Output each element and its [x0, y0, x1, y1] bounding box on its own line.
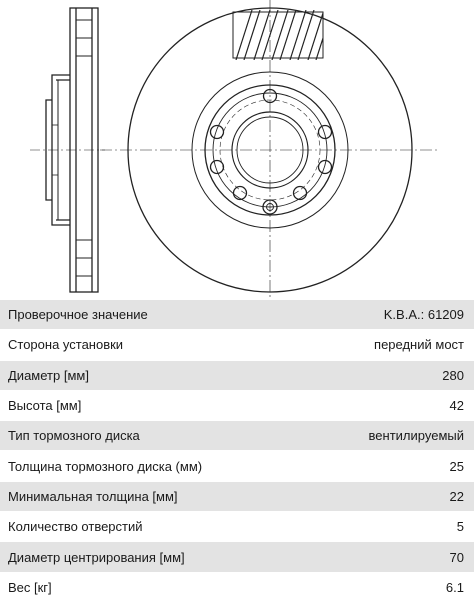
spec-row	[0, 542, 474, 572]
spec-label: Сторона установки	[8, 337, 124, 353]
spec-label: Количество отверстий	[8, 519, 143, 535]
spec-row	[0, 391, 474, 421]
spec-row	[0, 573, 474, 603]
spec-row	[0, 330, 474, 360]
disc-side-view	[30, 8, 105, 292]
spec-row	[0, 421, 474, 451]
spec-value: K.B.A.: 61209	[383, 307, 464, 323]
spec-label: Минимальная толщина [мм]	[8, 488, 178, 504]
spec-row	[0, 451, 474, 481]
spec-value: передний мост	[374, 337, 464, 353]
spec-value: 70	[449, 549, 464, 565]
spec-label: Проверочное значение	[8, 307, 148, 323]
spec-value: 6.1	[445, 579, 464, 595]
specs-table	[0, 300, 474, 603]
brake-disc-drawing	[0, 0, 474, 300]
spec-row	[0, 300, 474, 330]
vent-cutaway	[233, 10, 332, 60]
spec-value: 280	[442, 367, 464, 383]
spec-value: 42	[449, 398, 464, 414]
spec-value: 25	[449, 458, 464, 474]
spec-value: 22	[449, 488, 464, 504]
spec-label: Толщина тормозного диска (мм)	[8, 458, 203, 474]
spec-label: Диаметр [мм]	[8, 367, 89, 383]
bolt-hole	[319, 161, 332, 174]
bolt-hole	[211, 126, 224, 139]
disc-front-view	[100, 0, 440, 300]
spec-row	[0, 361, 474, 391]
spec-row	[0, 482, 474, 512]
spec-value: вентилируемый	[368, 428, 464, 444]
spec-label: Высота [мм]	[8, 398, 82, 414]
spec-label: Тип тормозного диска	[8, 428, 140, 444]
spec-value: 5	[456, 519, 464, 535]
spec-label: Вес [кг]	[8, 579, 52, 595]
spec-row	[0, 512, 474, 542]
spec-label: Диаметр центрирования [мм]	[8, 549, 185, 565]
